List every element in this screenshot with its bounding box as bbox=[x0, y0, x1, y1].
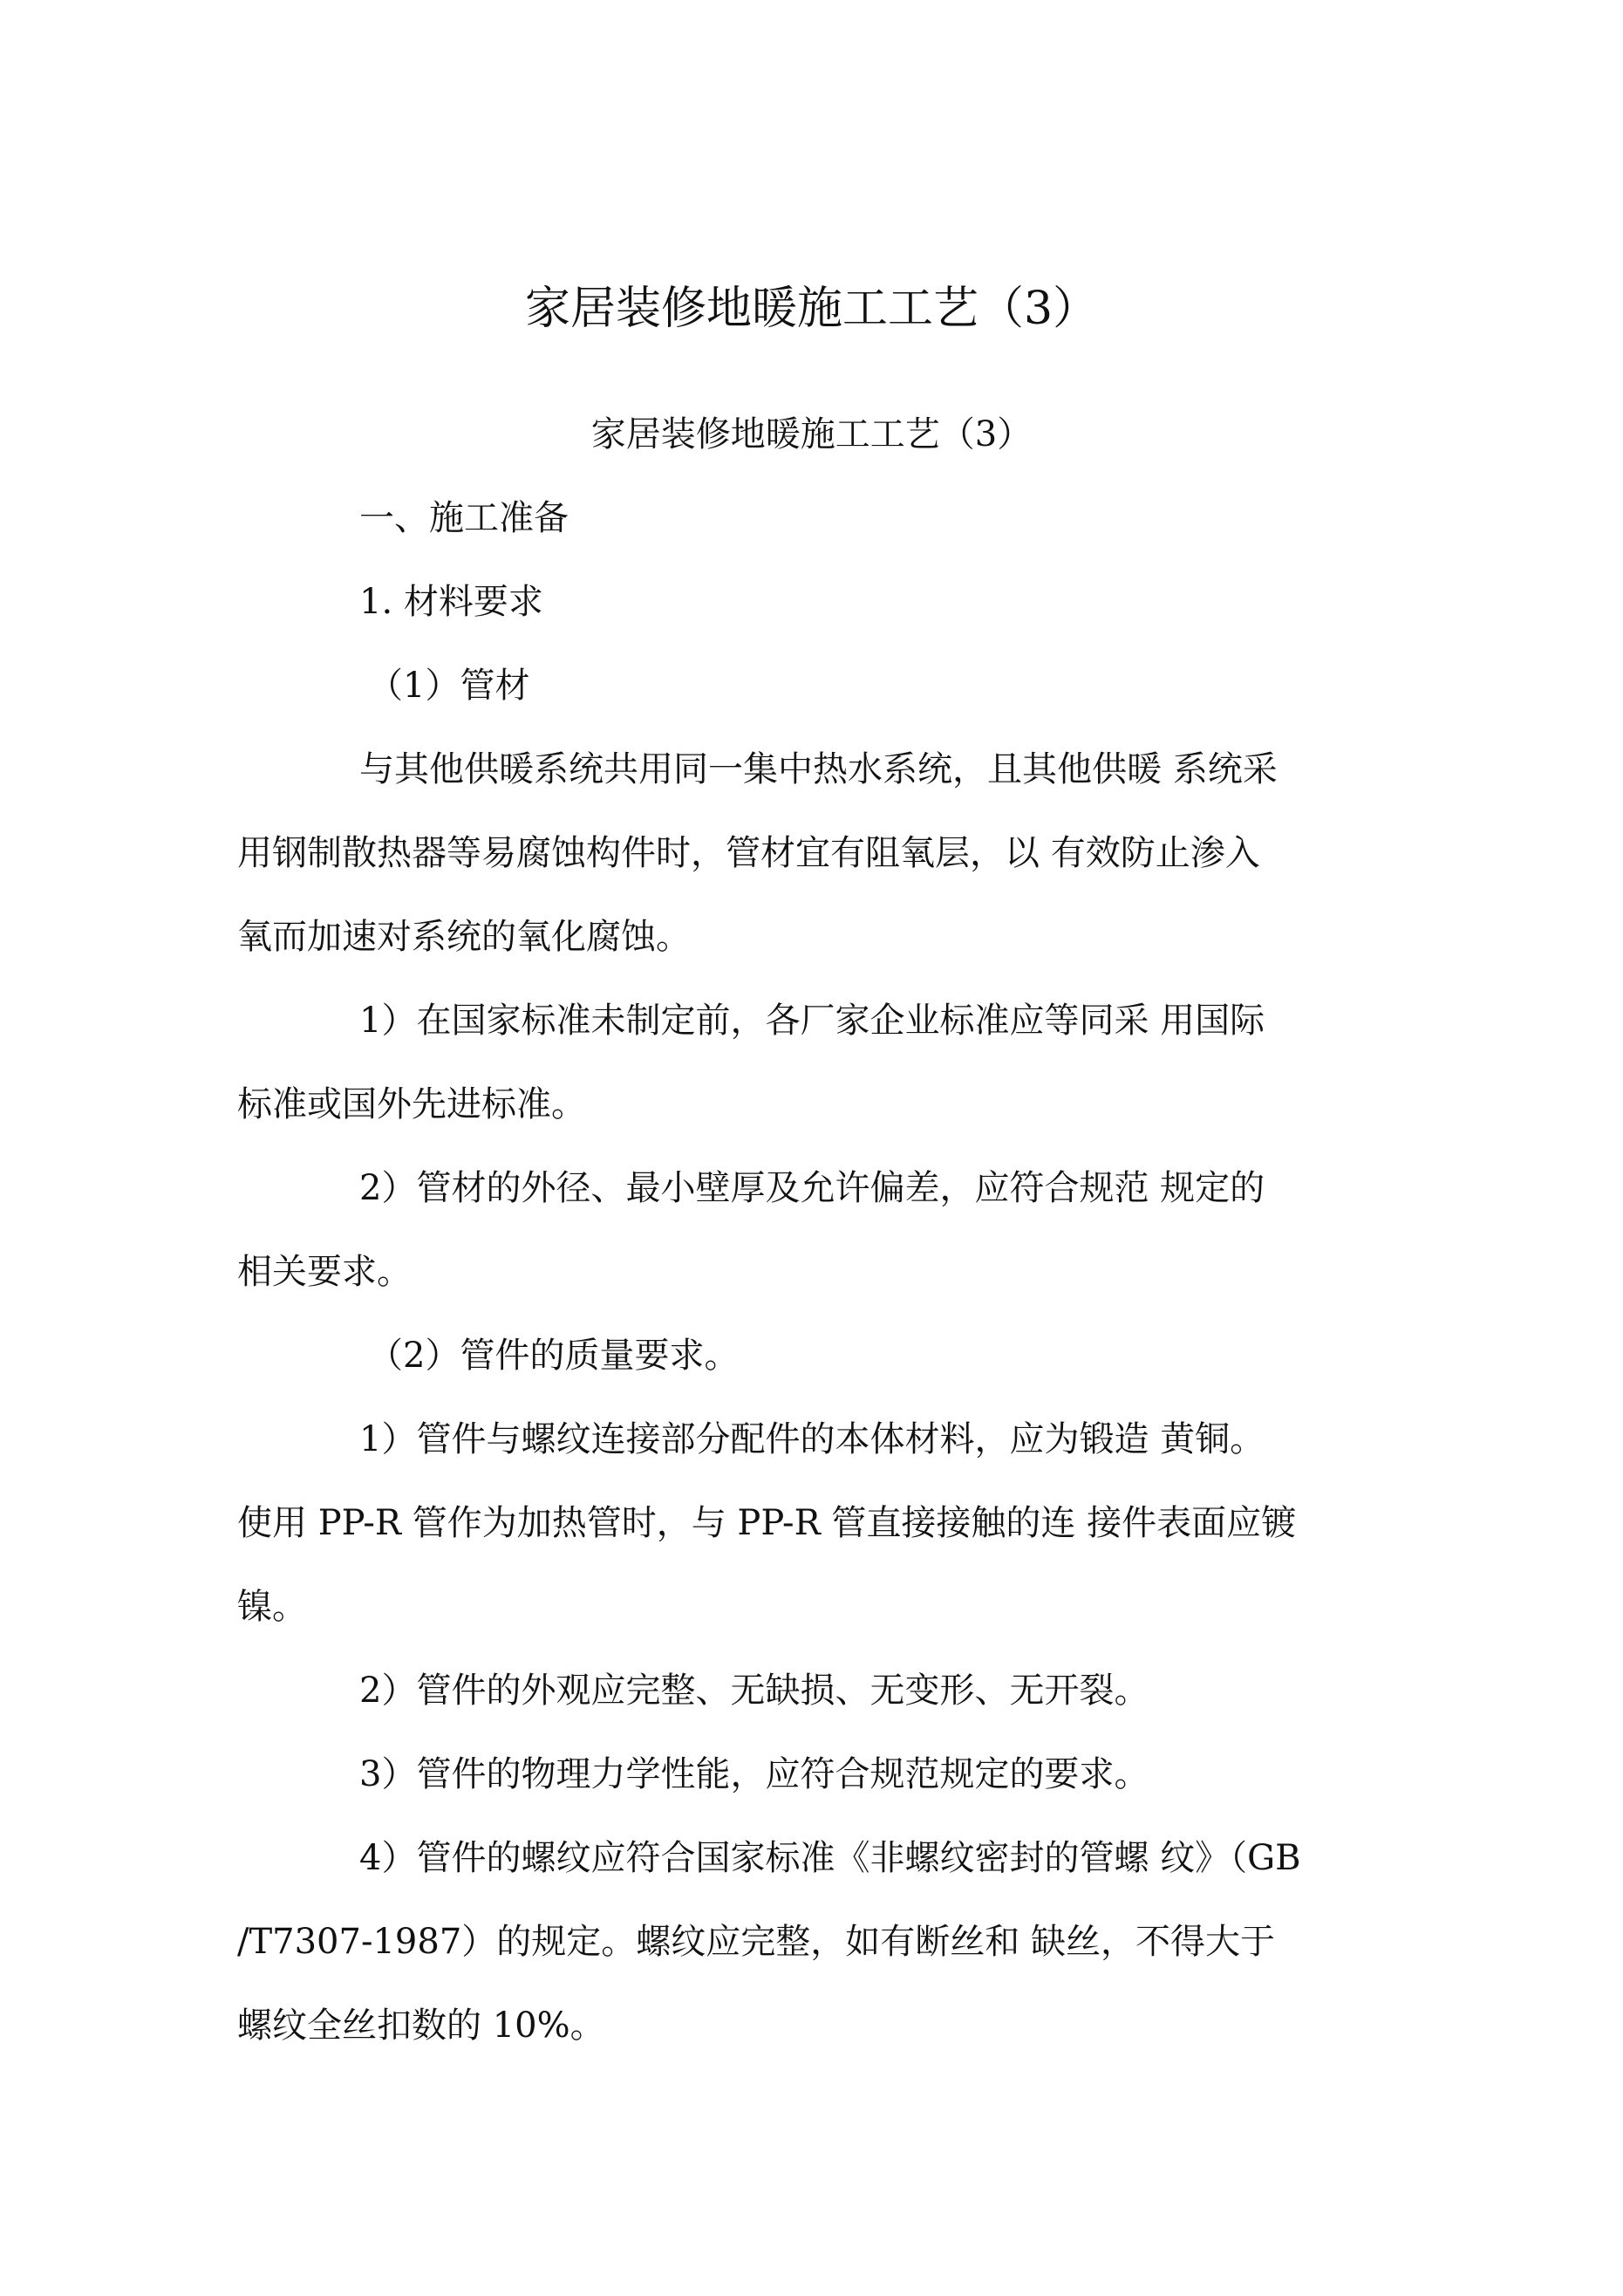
paragraph-line: （1）管材 bbox=[368, 666, 530, 706]
paragraph-line: /T7307-1987）的规定。螺纹应完整，如有断丝和 缺丝，不得大于 bbox=[237, 1922, 1275, 1962]
paragraph-line: 氧而加速对系统的氧化腐蚀。 bbox=[237, 917, 691, 957]
paragraph-line: 标准或国外先进标准。 bbox=[237, 1084, 586, 1124]
paragraph-line: 相关要求。 bbox=[237, 1252, 412, 1292]
document-body bbox=[237, 494, 1406, 2085]
document-title: 家居装修地暖施工工艺（3） bbox=[524, 283, 1099, 335]
paragraph-line: 1. 材料要求 bbox=[359, 582, 543, 622]
paragraph-line: 2）管件的外观应完整、无缺损、无变形、无开裂。 bbox=[359, 1671, 1149, 1711]
paragraph-line: 一、施工准备 bbox=[359, 498, 569, 538]
paragraph-line: 螺纹全丝扣数的 10%。 bbox=[237, 2006, 605, 2046]
paragraph-line: （2）管件的质量要求。 bbox=[368, 1336, 740, 1376]
paragraph-line: 镍。 bbox=[237, 1587, 307, 1627]
paragraph-line: 2）管材的外径、最小壁厚及允许偏差，应符合规范 规定的 bbox=[359, 1168, 1265, 1208]
paragraph-line: 4）管件的螺纹应符合国家标准《非螺纹密封的管螺 纹》（GB bbox=[359, 1838, 1301, 1878]
paragraph-line: 用钢制散热器等易腐蚀构件时，管材宜有阻氧层，以 有效防止渗入 bbox=[237, 833, 1260, 873]
paragraph-line: 3）管件的物理力学性能，应符合规范规定的要求。 bbox=[359, 1754, 1149, 1794]
paragraph-line: 1）管件与螺纹连接部分配件的本体材料，应为锻造 黄铜。 bbox=[359, 1419, 1265, 1459]
document-subtitle: 家居装修地暖施工工艺（3） bbox=[590, 414, 1033, 454]
paragraph-line: 使用 PP-R 管作为加热管时，与 PP-R 管直接接触的连 接件表面应镀 bbox=[237, 1503, 1297, 1543]
paragraph-line: 1）在国家标准未制定前，各厂家企业标准应等同采 用国际 bbox=[359, 1001, 1265, 1041]
paragraph-line: 与其他供暖系统共用同一集中热水系统，且其他供暖 系统采 bbox=[359, 749, 1278, 789]
